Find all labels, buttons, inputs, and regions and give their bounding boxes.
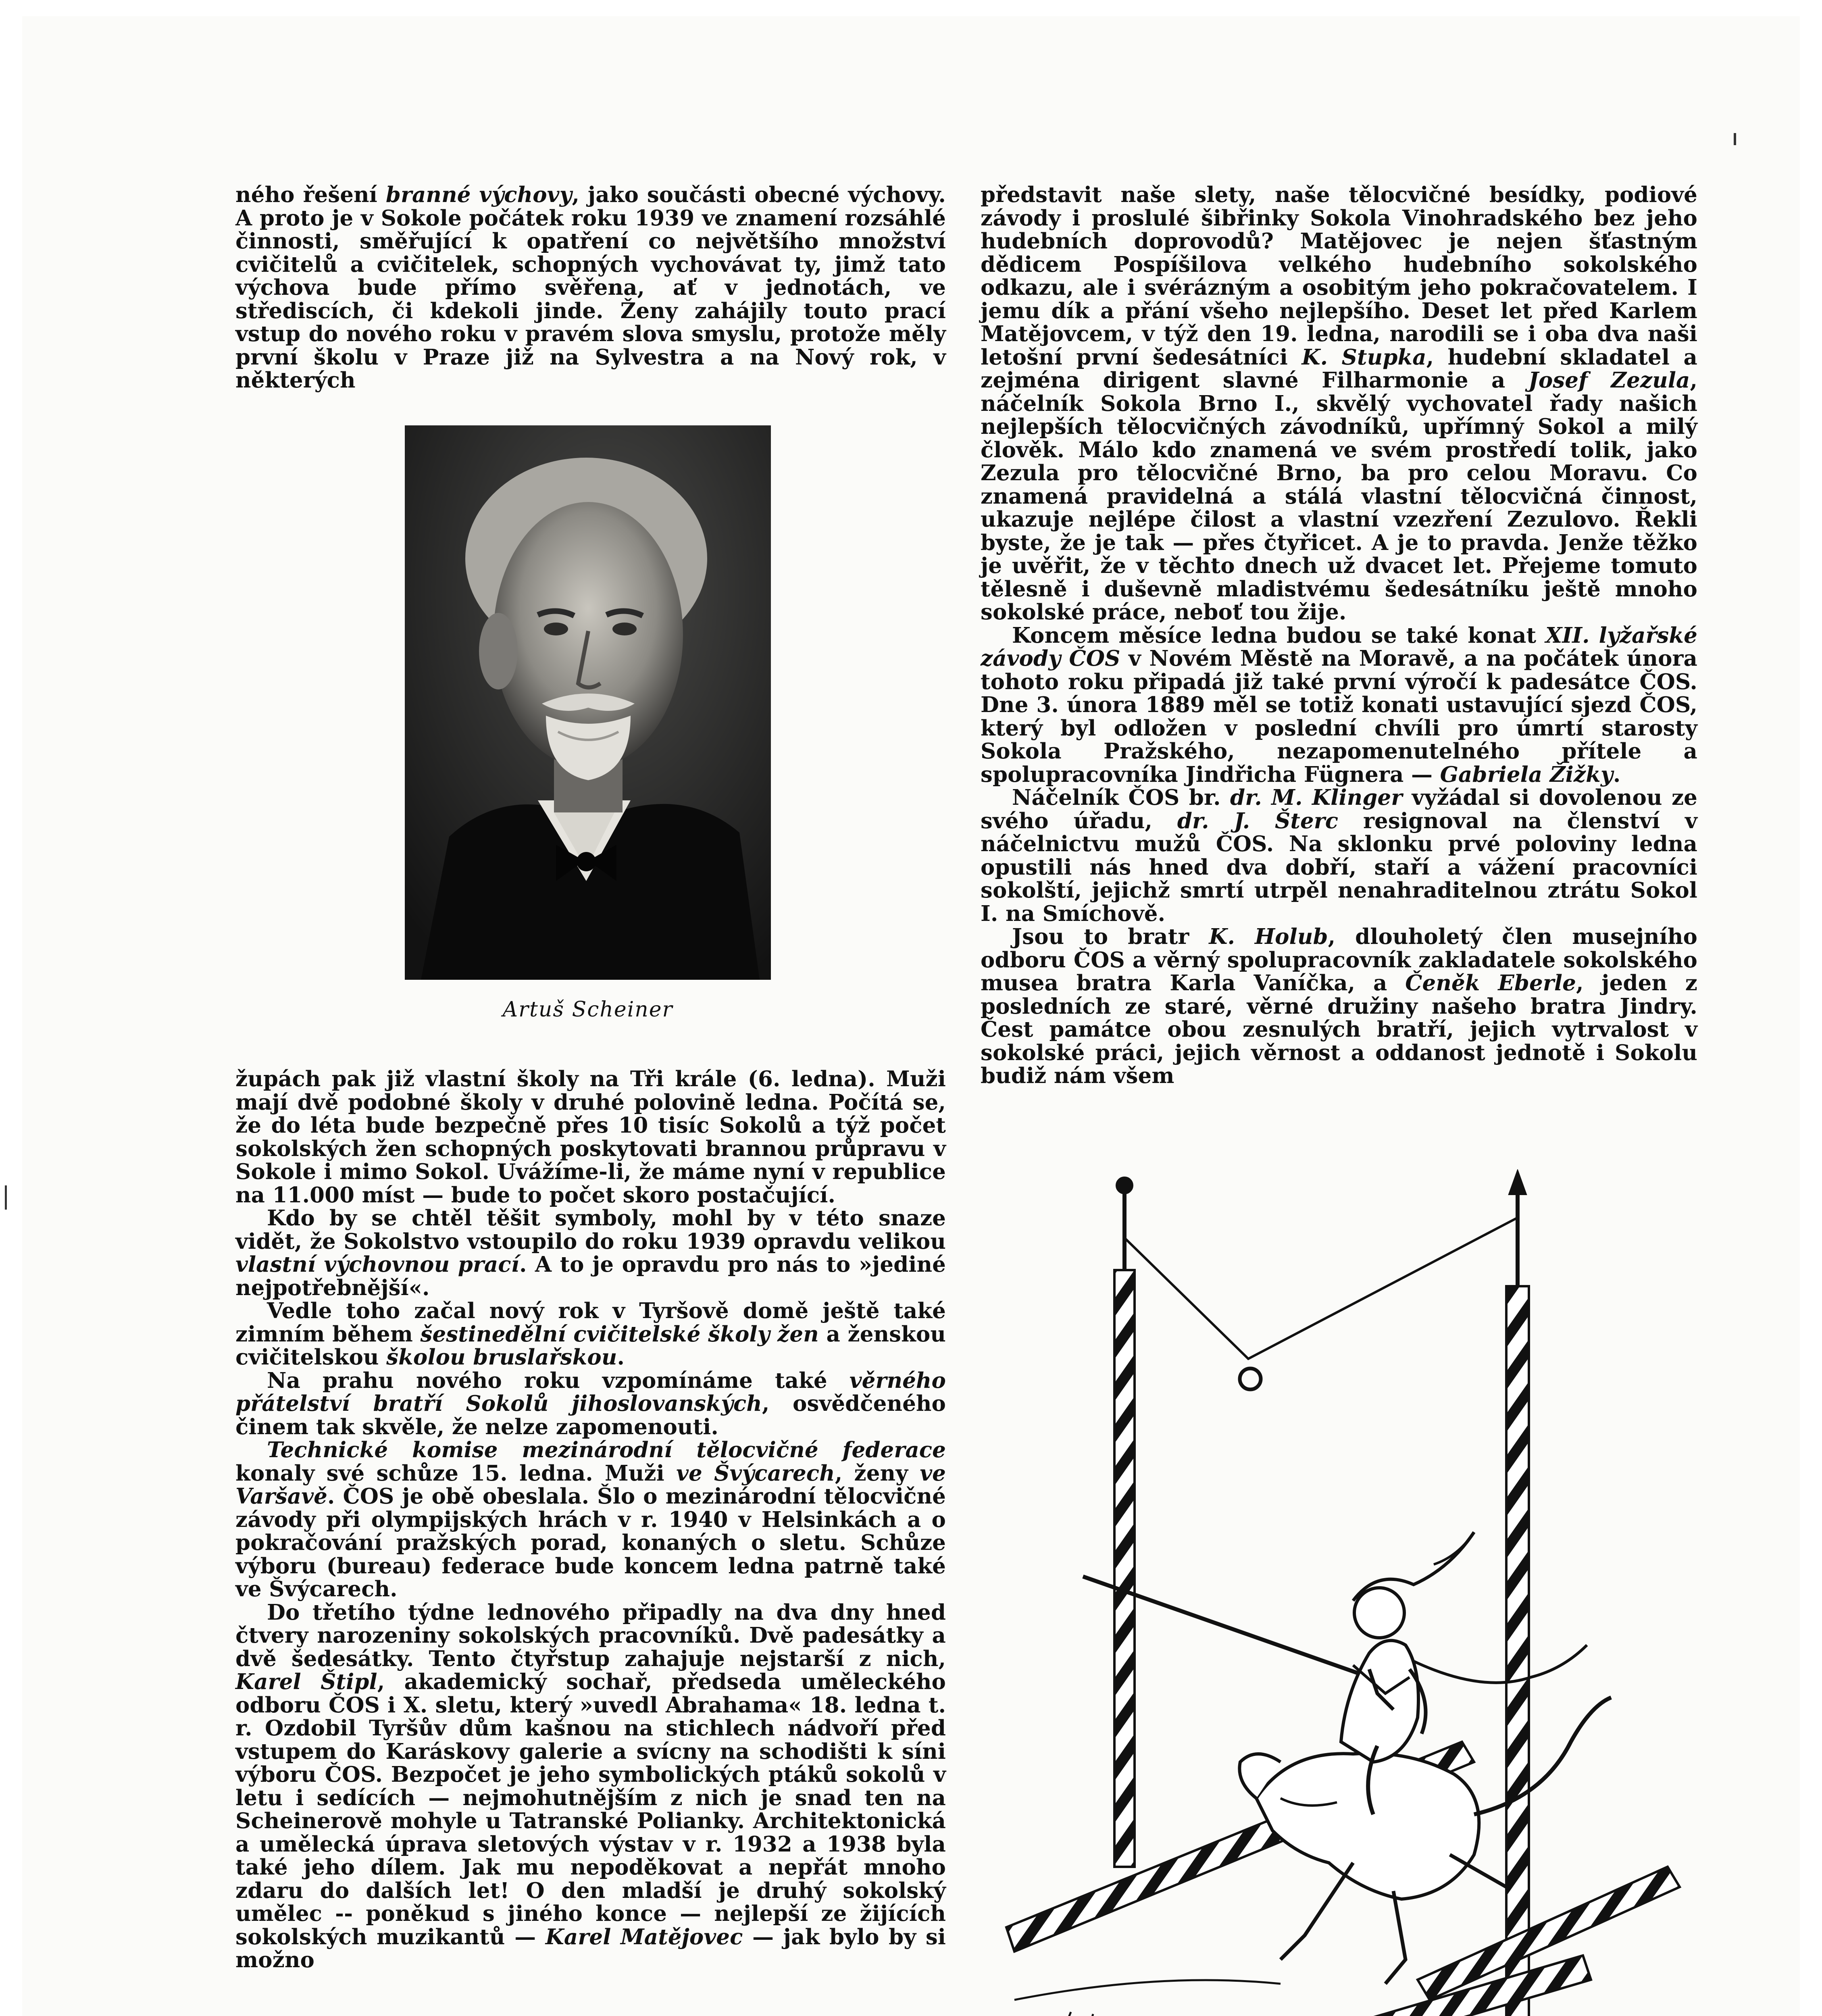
paragraph: Vedle toho začal nový rok v Tyršově domě ještě také zimním během šestinedělní cvičitelské školy žen a ženskou cvičitelskou školou bruslařskou. <box>235 1298 946 1370</box>
paragraph: Kdo by se chtěl těšit symboly, mohl by v této snaze vidět, že Sokolstvo vstoupilo do roku 1939 opravdu velikou vlastní výchovnou prací. A to je opravdu pro nás to »jediné nejpotřebnější«. <box>235 1206 946 1300</box>
paragraph: Do třetího týdne lednového připadly na dva dny hned čtvery narozeniny sokolských pracovníků. Dvě padesátky a dvě šedesátky. Tento čtyřstup zahajuje nejstarší z nich, Karel Štipl, akademický sochař, předseda uměleckého odboru ČOS i X. sletu, který »uvedl Abrahama« 18. ledna t. r. Ozdobil Tyršův dům kašnou na stichlech nádvoří před vstupem do Karáskovy galerie a svícny na schodišti k síni výboru ČOS. Bezpočet je jeho symbolických ptáků sokolů v letu i sedících — nejmohutnějším z nich je snad ten na Scheinerově mohyle u Tatranské Polianky. Architektonická a umělecká úprava sletových výstav v r. 1932 a 1938 byla také jeho dílem. Jak mu nepoděkovat a nepřát mnoho zdaru do dalších let! O den mladší je druhý sokolský umělec -- poněkud s jiného konce — nejlepší ze žijících sokolských muzikantů — Karel Matějovec — jak bylo by si možno <box>235 1599 946 1972</box>
paragraph: Na prahu nového roku vzpomínáme také věrného přátelství bratří Sokolů jihoslovanských, osvědčeného činem tak skvěle, že nelze zapomenouti. <box>235 1368 946 1439</box>
portrait-illustration <box>405 425 771 980</box>
right-column-text <box>981 183 1697 1088</box>
paragraph: Jsou to bratr K. Holub, dlouholetý člen musejního odboru ČOS a věrný spolupracovník zakladatele sokolského musea bratra Karla Vaníčka, a Čeněk Eberle, jeden z posledních ze staré, věrné družiny našeho bratra Jindry. Čest památce obou zesnulých bratří, jejich vytrvalost v sokolské práci, jejich věrnost a oddanost jednotě i Sokolu budiž nám všem <box>981 924 1698 1088</box>
paragraph: župách pak již vlastní školy na Tři krále (6. ledna). Muži mají dvě podobné školy v druhé polovině ledna. Počítá se, že do léta bude bezpečně přes 10 tisíc Sokolů a týž počet sokolských žen schopných poskytovati brannou průpravu v Sokole i mimo Sokol. Uvážíme-li, že máme nyní v republice na 11.000 míst — bude to počet skoro postačující. <box>235 1066 946 1208</box>
ring-tilting-knight-drawing <box>998 1169 1684 2016</box>
paragraph: Náčelník ČOS br. dr. M. Klinger vyžádal si dovolenou ze svého úřadu, dr. J. Šterc resignoval na členství v náčelnictvu mužů ČOS. Na sklonku prvé poloviny ledna opustili nás hned dva dobří, staří a vážení pracovníci sokolští, jejichž smrtí utrpěl nenahraditelnou ztrátu Sokol I. na Smíchově. <box>981 785 1697 926</box>
scan-mark <box>5 1185 7 1210</box>
left-column-bottom-text <box>235 1068 946 1972</box>
photo-caption: Artuš Scheiner <box>502 998 673 1022</box>
left-column-top-text <box>235 183 946 392</box>
paragraph: Technické komise mezinárodní tělocvičné federace konaly své schůze 15. ledna. Muži ve Švýcarech, ženy ve Varšavě. ČOS je obě obeslala. Šlo o mezinárodní tělocvičné závody při olympijských hrách v r. 1940 v Helsinkách a o pokračování pražských porad, konaných o sletu. Schůze výboru (bureau) federace bude koncem ledna patrně také ve Švýcarech. <box>235 1437 946 1602</box>
paragraph: představit naše slety, naše tělocvičné besídky, podiové závody i proslulé šibřinky Sokola Vinohradského bez jeho hudebních doprovodů? Matějovec je nejen šťastným dědicem Pospíšilova velkého hudebního sokolského odkazu, ale i svérázným a osobitým jeho pokračovatelem. I jemu dík a přání všeho nejlepšího. Deset let před Karlem Matějovcem, v týž den 19. ledna, narodili se i oba dva naši letošní první šedesátníci K. Stupka, hudební skladatel a zejména dirigent slavné Filharmonie a Josef Zezula, náčelník Sokola Brno I., skvělý vychovatel řady našich nejlepších tělocvičných závodníků, upřímný Sokol a milý člověk. Málo kdo znamená ve svém prostředí tolik, jako Zezula pro tělocvičné Brno, ba pro celou Moravu. Co znamená pravidelná a stálá vlastní tělocvičná činnost, ukazuje nejlépe čilost a vlastní vzezření Zezulovo. Řekli byste, že je tak — přes čtyřicet. A je to pravda. Jenže těžko je uvěřit, že v těchto dnech už dvacet let. Přejeme tomuto tělesně i duševně mladistvému šedesátníku ještě mnoho sokolské práce, neboť tou žije. <box>981 182 1697 625</box>
scan-mark <box>1734 133 1736 145</box>
drawing-illustration <box>998 1169 1684 2016</box>
paragraph: Koncem měsíce ledna budou se také konat XII. lyžařské závody ČOS v Novém Městě na Moravě, a na počátek února tohoto roku připadá již také první výročí k padesátce ČOS. Dne 3. února 1889 měl se totiž konati ustavující sjezd ČOS, který byl odložen v poslední chvíli pro úmrtí starosty Sokola Pražského, nezapomenutelného přítele a spolupracovníka Jindřicha Fügnera — Gabriela Žižky. <box>981 623 1698 787</box>
portrait-photo <box>405 425 771 980</box>
paragraph: ného řešení branné výchovy, jako součásti obecné výchovy. A proto je v Sokole počátek roku 1939 ve znamení rozsáhlé činnosti, směřující k opatření co největšího množství cvičitelů a cvičitelek, schopných vychovávat ty, jimž tato výchova bude přímo svěřena, ať v jednotách, ve střediscích, či kdekoli jinde. Ženy zahájily touto prací vstup do nového roku v pravém slova smyslu, protože měly první školu v Praze již na Sylvestra a na Nový rok, v některých <box>235 182 946 393</box>
